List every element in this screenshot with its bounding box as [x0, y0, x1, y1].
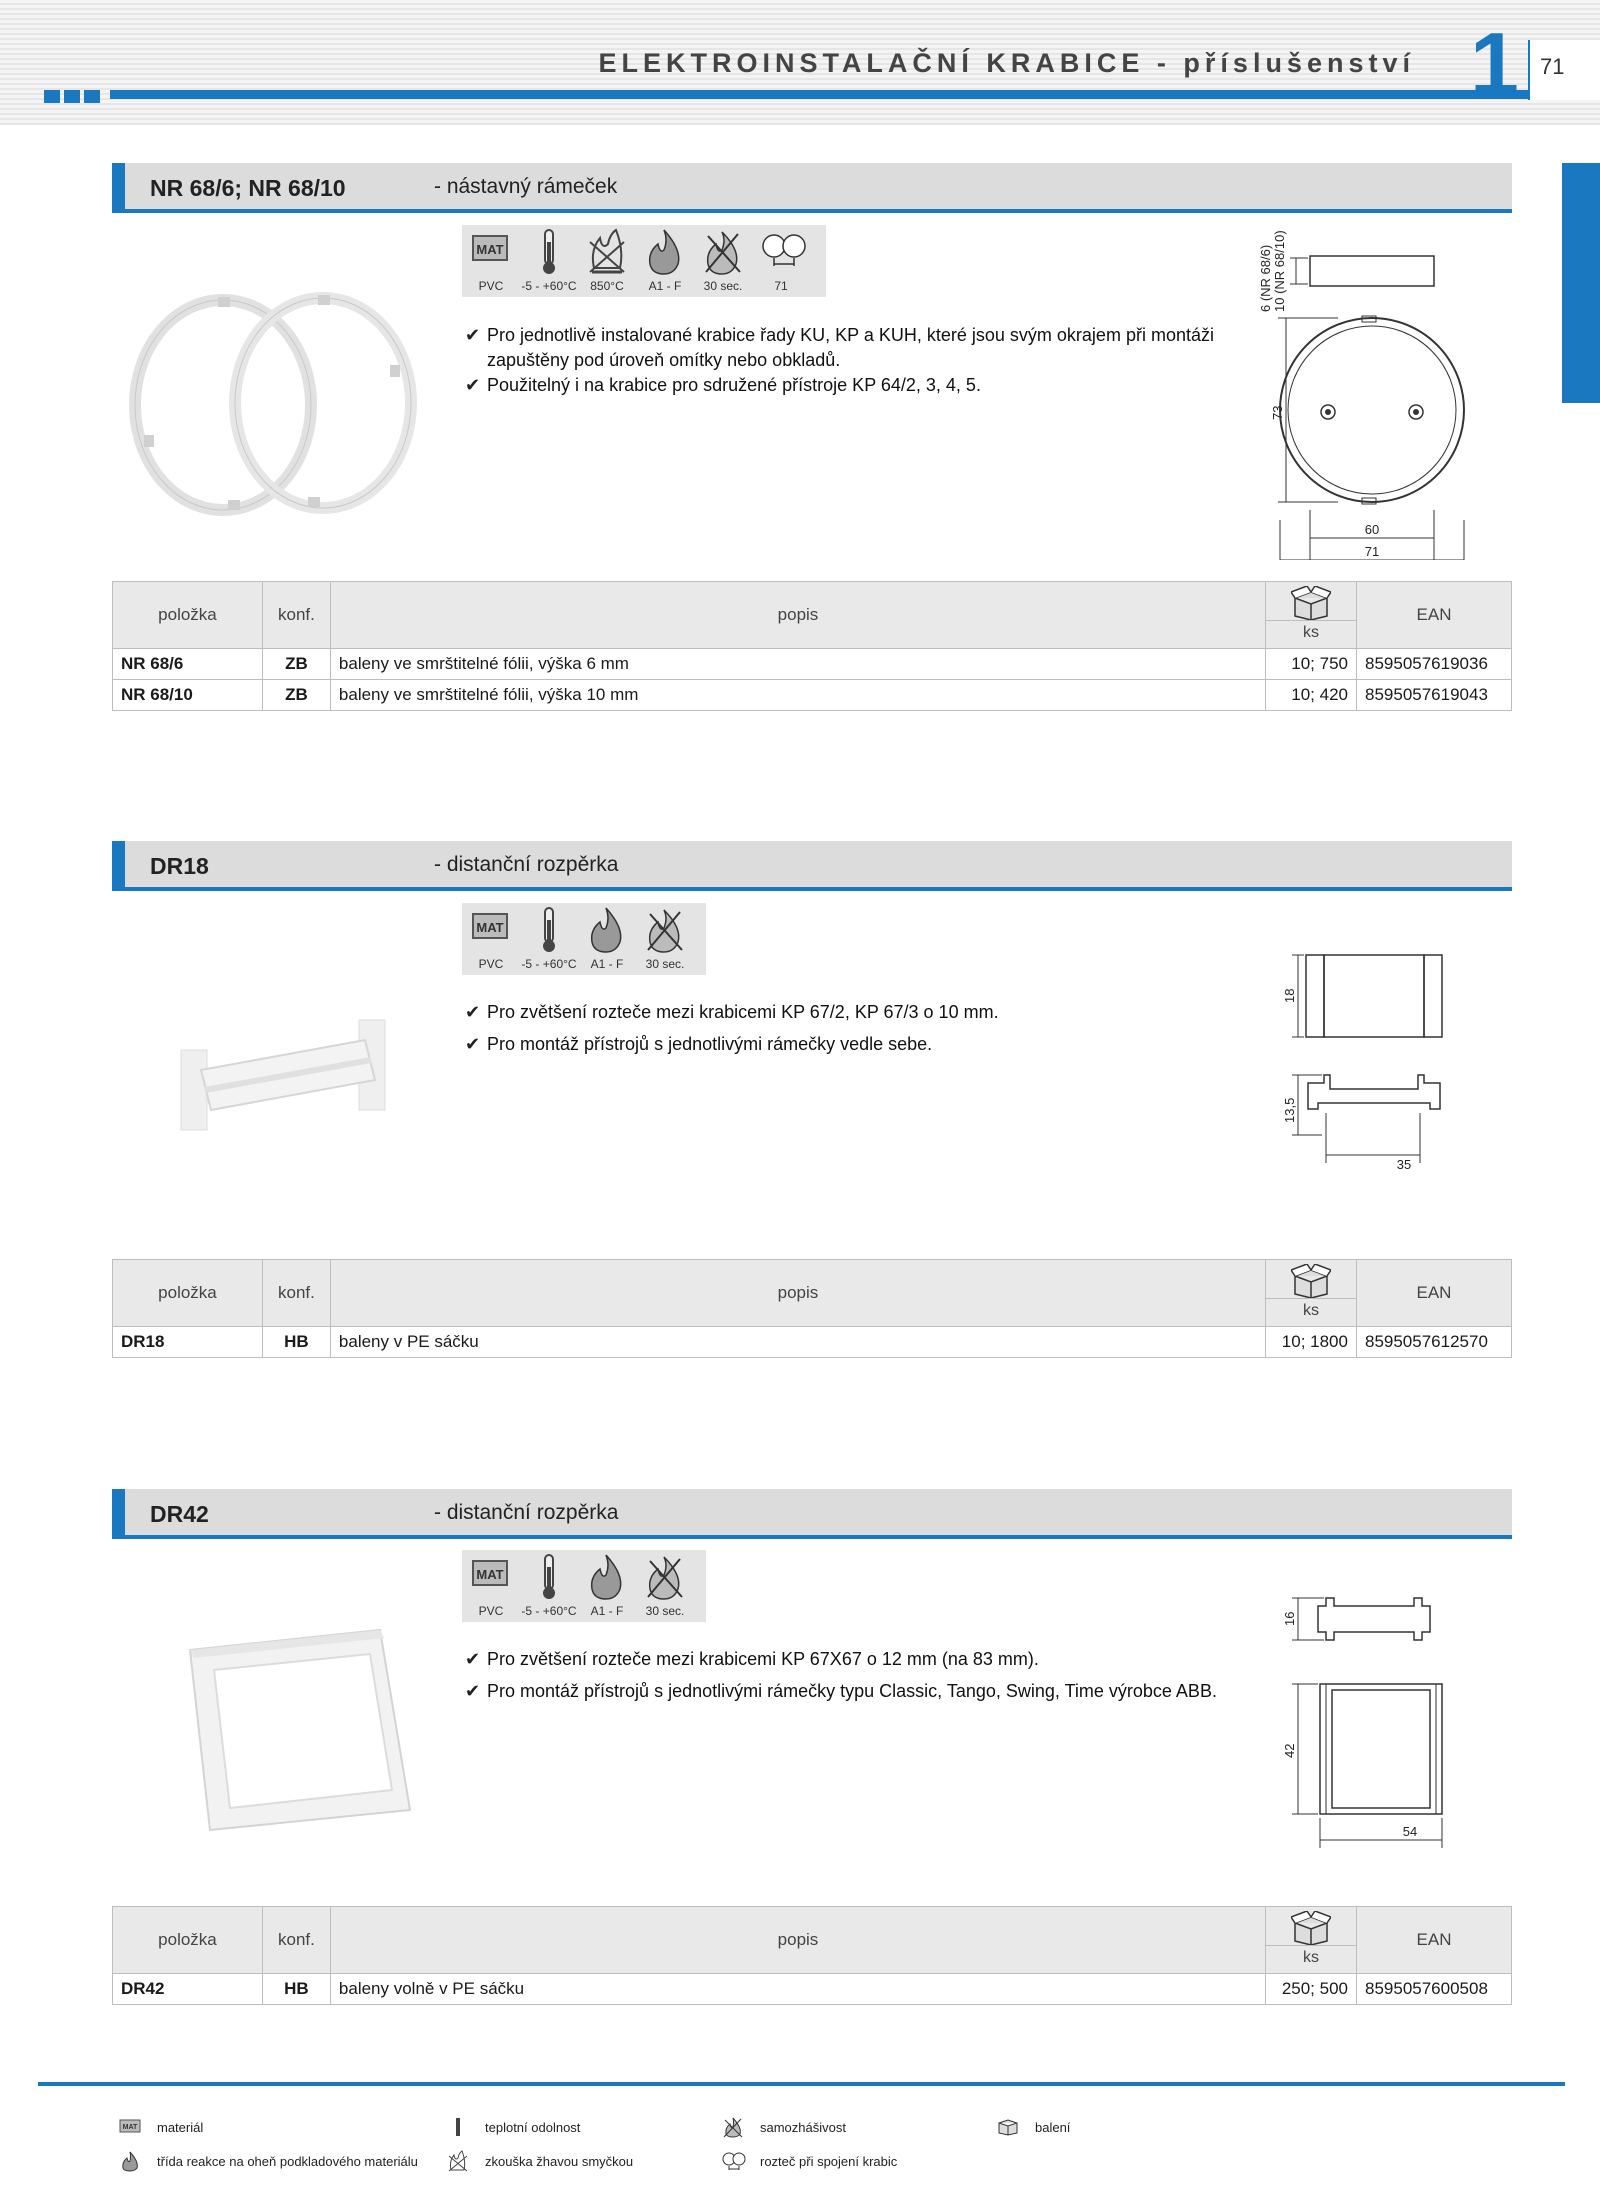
- legend-item: samozhášivost: [760, 2120, 846, 2135]
- list-item: ✔ Pro montáž přístrojů s jednotlivými rámečky typu Classic, Tango, Swing, Time výrobce ABB.: [465, 1681, 1217, 1701]
- package-icon: [997, 2116, 1019, 2136]
- product-code: NR 68/6; NR 68/10: [150, 175, 346, 201]
- self-extinguishing-icon: 30 sec.: [636, 903, 694, 975]
- product-table: [112, 581, 1512, 711]
- self-extinguishing-icon: 30 sec.: [636, 1550, 694, 1622]
- mat-icon: [119, 2116, 141, 2134]
- technical-drawing: [1268, 1590, 1508, 1860]
- flame-icon: [119, 2150, 141, 2172]
- section-header: [112, 163, 1512, 213]
- glow-wire-icon: [447, 2150, 469, 2172]
- column-header: položka: [113, 582, 263, 649]
- mat-icon: MAT PVC: [462, 903, 520, 975]
- product-photo: [180, 1620, 420, 1840]
- spacing-icon: 71: [752, 225, 810, 297]
- header-square: [84, 90, 100, 103]
- legend-item: zkouška žhavou smyčkou: [485, 2154, 633, 2169]
- page-title: ELEKTROINSTALAČNÍ KRABICE - příslušenství: [598, 48, 1415, 78]
- dimension-label: 54: [1402, 1824, 1418, 1839]
- section-header: [112, 841, 1512, 891]
- header-square: [64, 90, 80, 103]
- legend-item: rozteč při spojení krabic: [760, 2154, 897, 2169]
- feature-list: [465, 1647, 1235, 1704]
- dimension-label: 73: [1270, 405, 1285, 420]
- dimension-label: 13,5: [1282, 1097, 1297, 1123]
- column-header: konf.: [262, 582, 330, 649]
- product-code: DR18: [150, 853, 209, 879]
- table-row: NR 68/6 ZB baleny ve smrštitelné fólii, výška 6 mm 10; 750 8595057619036: [113, 649, 1512, 680]
- list-item: ✔ Pro jednotlivě instalované krabice řady KU, KP a KUH, které jsou svým okrajem při montáži: [465, 325, 1214, 345]
- mat-icon: MAT PVC: [462, 1550, 520, 1622]
- dimension-label: 71: [1364, 544, 1380, 559]
- dimension-label: 16: [1282, 1611, 1297, 1626]
- property-icons: [462, 225, 826, 297]
- legend-item: MAT materiál: [157, 2120, 203, 2135]
- mat-icon: MAT PVC: [462, 225, 520, 297]
- table-row: DR18 HB baleny v PE sáčku 10; 1800 8595057612570: [113, 1327, 1512, 1358]
- property-icons: [462, 1550, 706, 1622]
- list-item: ✔ Pro montáž přístrojů s jednotlivými rámečky vedle sebe.: [465, 1034, 933, 1054]
- dimension-label: 10 (NR 68/10): [1272, 230, 1287, 312]
- product-code: DR42: [150, 1501, 209, 1527]
- product-photo: [118, 285, 428, 525]
- header-rule: [110, 90, 1528, 99]
- table-row: DR42 HB baleny volně v PE sáčku 250; 500 8595057600508: [113, 1974, 1512, 2005]
- list-item: zapuštěny pod úroveň omítky nebo obkladů.: [487, 350, 841, 370]
- column-header: EAN: [1357, 582, 1512, 649]
- flame-icon: A1 - F: [578, 1550, 636, 1622]
- thermometer-icon: [447, 2116, 469, 2138]
- flame-icon: A1 - F: [636, 225, 694, 297]
- feature-list: [465, 323, 1235, 398]
- product-description: - distanční rozpěrka: [434, 1501, 619, 1524]
- svg-text:MAT: MAT: [476, 242, 504, 257]
- column-header: položka: [113, 1260, 263, 1327]
- spacing-icon: [722, 2150, 746, 2172]
- legend-item: balení: [1035, 2120, 1070, 2135]
- property-icons: [462, 903, 706, 975]
- thermometer-icon: -5 - +60°C: [520, 1550, 578, 1622]
- column-header: konf.: [262, 1907, 330, 1974]
- self-extinguishing-icon: [722, 2116, 744, 2138]
- legend-item: teplotní odolnost: [485, 2120, 580, 2135]
- glow-wire-icon: 850°C: [578, 225, 636, 297]
- table-header-row: [113, 1907, 1512, 1974]
- column-header: položka: [113, 1907, 263, 1974]
- table-row: NR 68/10 ZB baleny ve smrštitelné fólii, výška 10 mm 10; 420 8595057619043: [113, 680, 1512, 711]
- column-header: konf.: [262, 1260, 330, 1327]
- column-header: popis: [330, 1260, 1265, 1327]
- table-header-row: [113, 1260, 1512, 1327]
- flame-icon: A1 - F: [578, 903, 636, 975]
- column-header: EAN: [1356, 1260, 1511, 1327]
- dimension-label: 60: [1364, 522, 1380, 537]
- table-header-row: [113, 582, 1512, 649]
- product-table: [112, 1259, 1512, 1358]
- chapter-side-tab: [1562, 163, 1600, 403]
- svg-text:MAT: MAT: [476, 920, 504, 935]
- thermometer-icon: -5 - +60°C: [520, 225, 578, 297]
- technical-drawing: [1248, 220, 1518, 560]
- column-header: ks: [1266, 1907, 1357, 1974]
- svg-text:MAT: MAT: [122, 2124, 138, 2131]
- package-icon: [1291, 1264, 1331, 1298]
- page-number: 71: [1528, 40, 1600, 100]
- dimension-label: 18: [1282, 988, 1297, 1003]
- footer-rule: [38, 2082, 1565, 2086]
- dimension-label: 42: [1282, 1743, 1297, 1758]
- dimension-label: 6 (NR 68/6): [1258, 244, 1273, 312]
- package-icon: [1291, 586, 1331, 620]
- column-header: ks: [1266, 1260, 1357, 1327]
- header-square: [44, 90, 60, 103]
- feature-list: [465, 1000, 1235, 1057]
- self-extinguishing-icon: 30 sec.: [694, 225, 752, 297]
- column-header: EAN: [1357, 1907, 1512, 1974]
- section-header: [112, 1489, 1512, 1539]
- column-header: popis: [330, 582, 1265, 649]
- chapter-number: 1: [1470, 14, 1519, 113]
- list-item: ✔ Pro zvětšení rozteče mezi krabicemi KP 67/2, KP 67/3 o 10 mm.: [465, 1002, 999, 1022]
- product-table: [112, 1906, 1512, 2005]
- package-icon: [1291, 1911, 1331, 1945]
- column-header: popis: [330, 1907, 1265, 1974]
- dimension-label: 35: [1396, 1157, 1412, 1172]
- product-description: - distanční rozpěrka: [434, 853, 619, 876]
- thermometer-icon: -5 - +60°C: [520, 903, 578, 975]
- product-description: - nástavný rámeček: [434, 175, 618, 198]
- list-item: ✔ Použitelný i na krabice pro sdružené přístroje KP 64/2, 3, 4, 5.: [465, 375, 981, 395]
- technical-drawing: [1268, 945, 1498, 1180]
- legend-item: třída reakce na oheň podkladového materiálu: [157, 2154, 418, 2169]
- svg-text:MAT: MAT: [476, 1567, 504, 1582]
- list-item: ✔ Pro zvětšení rozteče mezi krabicemi KP 67X67 o 12 mm (na 83 mm).: [465, 1649, 1039, 1669]
- column-header: ks: [1266, 582, 1357, 649]
- product-photo: [175, 1000, 405, 1140]
